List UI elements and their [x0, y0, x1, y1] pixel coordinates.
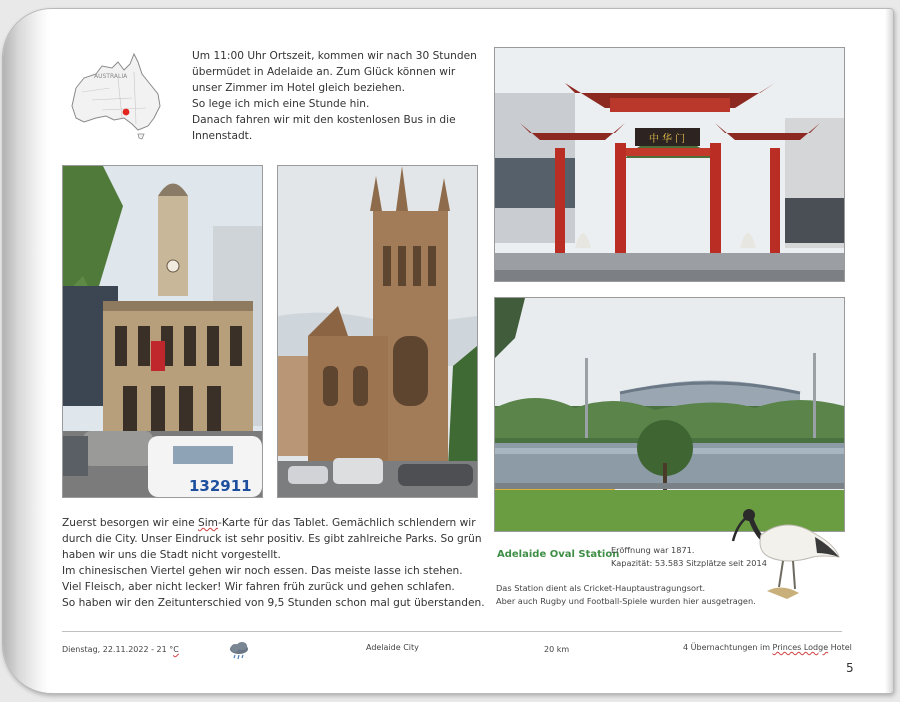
australia-map — [62, 48, 168, 140]
body-line: haben wir uns die Stadt nicht vorgestellt. — [62, 549, 281, 561]
footer-hotel-name: Princes Lodge — [772, 643, 829, 652]
intro-line: Danach fahren wir mit den kostenlosen Bus in die — [192, 114, 456, 126]
intro-line: übermüdet in Adelaide an. Zum Glück können wir — [192, 66, 456, 78]
intro-text — [192, 48, 477, 144]
caption-desc-2: Aber auch Rugby und Football-Spiele wurden hier ausgetragen. — [496, 596, 756, 606]
rain-cloud-icon — [228, 640, 250, 662]
footer-stay-start: 4 Übernachtungen im — [683, 643, 773, 652]
body-line-end: -Karte für das Tablet. Gemächlich schlendern wir — [218, 517, 476, 529]
intro-line: Innenstadt. — [192, 130, 253, 142]
sim-word: Sim — [198, 517, 219, 529]
intro-line: unser Zimmer im Hotel gleich beziehen. — [192, 82, 405, 94]
adelaide-marker — [123, 109, 130, 116]
caption-desc-1: Das Station dient als Cricket-Hauptaustragungsort. — [496, 583, 706, 593]
intro-line: Um 11:00 Uhr Ortszeit, kommen wir nach 30 Stunden — [192, 50, 477, 62]
footer-date-temp — [62, 645, 179, 654]
body-line: Im chinesischen Viertel gehen wir noch essen. Das meiste lasse ich stehen. — [62, 565, 463, 577]
footer-divider — [62, 631, 842, 632]
caption-capacity: Kapazität: 53.583 Sitzplätze seit 2014 — [611, 558, 767, 568]
taxi-number: 132911 — [189, 477, 252, 495]
body-line: So haben wir den Zeitunterschied von 9,5 Stunden schon mal gut überstanden. — [62, 597, 485, 609]
map-label: AUSTRALIA — [94, 73, 128, 80]
footer-stay-end: Hotel — [828, 643, 852, 652]
body-line-start: Zuerst besorgen wir eine — [62, 517, 199, 529]
footer-temp-unit: C — [173, 645, 179, 654]
photo-church — [277, 165, 478, 498]
caption-title: Adelaide Oval Station — [497, 549, 620, 560]
ibis-bird-image — [727, 495, 842, 607]
gate-sign: 中 华 门 — [648, 134, 686, 145]
footer-distance: 20 km — [544, 645, 570, 654]
photo-town-hall — [62, 165, 263, 498]
page-number: 5 — [846, 661, 854, 675]
body-line — [62, 515, 485, 531]
footer-location: Adelaide City — [366, 643, 419, 652]
page-edge — [885, 9, 893, 693]
footer-stay — [683, 643, 852, 652]
photo-chinatown-gate — [494, 47, 845, 282]
intro-line: So lege ich mich eine Stunde hin. — [192, 98, 370, 110]
footer-date: Dienstag, 22.11.2022 - 21 ° — [62, 645, 174, 654]
body-line: Viel Fleisch, aber nicht lecker! Wir fahren früh zurück und gehen schlafen. — [62, 581, 455, 593]
body-text — [62, 515, 485, 611]
caption-opened: Eröffnung war 1871. — [611, 545, 695, 555]
book-spine-shadow — [3, 9, 49, 693]
body-line: durch die City. Unser Eindruck ist sehr positiv. Es gibt zahlreiche Parks. So grün — [62, 533, 482, 545]
